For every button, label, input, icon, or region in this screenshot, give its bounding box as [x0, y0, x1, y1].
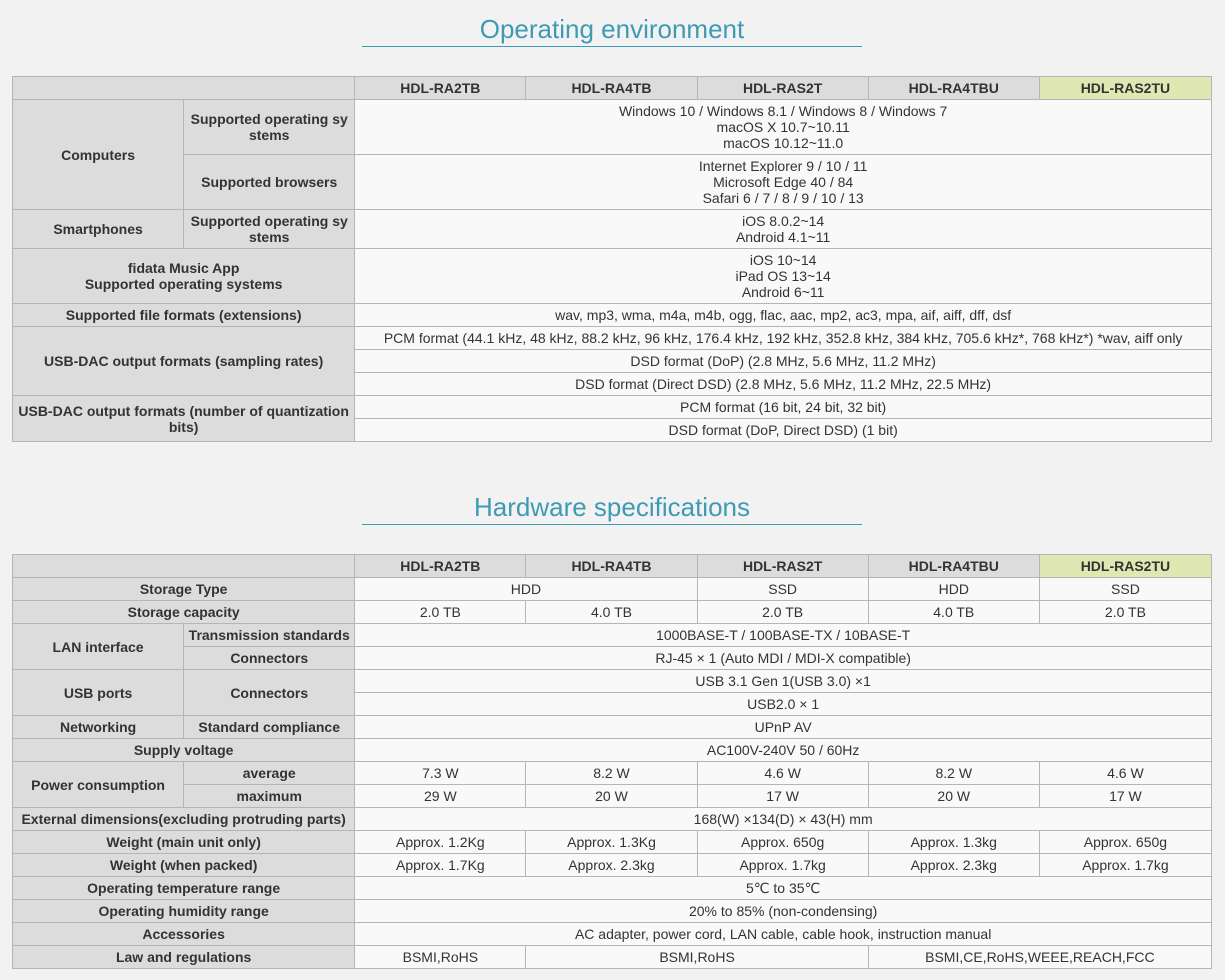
label-line: Supported operating systems — [84, 276, 283, 292]
table-row — [13, 624, 1212, 647]
external-dimensions-value: 168(W) ×134(D) × 43(H) mm — [355, 808, 1212, 831]
table-row — [13, 831, 1212, 854]
supply-voltage-value: AC100V-240V 50 / 60Hz — [355, 739, 1212, 762]
storage-capacity-value: 2.0 TB — [355, 601, 526, 624]
model-header: HDL-RA4TBU — [868, 555, 1039, 578]
weight-packed-value: Approx. 2.3kg — [526, 854, 697, 877]
usb-dac-bits-value: PCM format (16 bit, 24 bit, 32 bit) — [355, 396, 1212, 419]
row-label-law-regulations: Law and regulations — [13, 946, 355, 969]
usb-dac-rate-value: PCM format (44.1 kHz, 48 kHz, 88.2 kHz, 96 kHz, 176.4 kHz, 192 kHz, 352.8 kHz, 384 kHz, 705.6 kHz*, 768 kHz*) *wav, aiff only — [355, 327, 1212, 350]
power-maximum-value: 17 W — [697, 785, 868, 808]
row-label-storage-type: Storage Type — [13, 578, 355, 601]
row-sublabel-transmission-standards: Transmission standards — [184, 624, 355, 647]
storage-type-value: SSD — [697, 578, 868, 601]
value-line: Safari 6 / 7 / 8 / 9 / 10 / 13 — [702, 190, 864, 206]
model-header: HDL-RA4TB — [526, 77, 697, 100]
row-label-weight-packed: Weight (when packed) — [13, 854, 355, 877]
table-row — [13, 578, 1212, 601]
power-maximum-value: 29 W — [355, 785, 526, 808]
power-average-value: 4.6 W — [697, 762, 868, 785]
row-label-music-app — [13, 249, 355, 304]
power-maximum-value: 20 W — [868, 785, 1039, 808]
row-sublabel-browsers: Supported browsers — [184, 155, 355, 210]
table-row — [13, 396, 1212, 419]
law-regulations-value: BSMI,RoHS — [526, 946, 868, 969]
law-regulations-value: BSMI,RoHS — [355, 946, 526, 969]
table-row — [13, 327, 1212, 350]
storage-type-value: SSD — [1039, 578, 1211, 601]
weight-packed-value: Approx. 1.7kg — [697, 854, 868, 877]
operating-environment-table — [12, 76, 1212, 442]
power-maximum-value: 17 W — [1039, 785, 1211, 808]
row-label-weight-main: Weight (main unit only) — [13, 831, 355, 854]
table-row — [13, 601, 1212, 624]
storage-capacity-value: 4.0 TB — [526, 601, 697, 624]
power-maximum-value: 20 W — [526, 785, 697, 808]
storage-type-value: HDD — [355, 578, 697, 601]
computers-os-value — [355, 100, 1212, 155]
table-row — [13, 304, 1212, 327]
usb-connectors-value: USB2.0 × 1 — [355, 693, 1212, 716]
model-header: HDL-RAS2T — [697, 555, 868, 578]
table-row — [13, 670, 1212, 693]
value-line: Android 6~11 — [741, 284, 825, 300]
row-label-file-formats: Supported file formats (extensions) — [13, 304, 355, 327]
table-row — [13, 900, 1212, 923]
row-label-lan-interface: LAN interface — [13, 624, 184, 670]
weight-main-value: Approx. 650g — [697, 831, 868, 854]
value-line: macOS 10.12~11.0 — [723, 135, 844, 151]
value-line: iOS 10~14 — [749, 252, 817, 268]
header-blank — [13, 555, 355, 578]
table-row — [13, 739, 1212, 762]
row-sublabel-usb-connectors: Connectors — [184, 670, 355, 716]
law-regulations-value: BSMI,CE,RoHS,WEEE,REACH,FCC — [868, 946, 1211, 969]
weight-packed-value: Approx. 2.3kg — [868, 854, 1039, 877]
header-blank — [13, 77, 355, 100]
label-line: fidata Music App — [127, 260, 240, 276]
weight-main-value: Approx. 650g — [1039, 831, 1211, 854]
model-header: HDL-RA4TBU — [868, 77, 1039, 100]
row-sublabel-lan-connectors: Connectors — [184, 647, 355, 670]
row-sublabel-standard-compliance: Standard compliance — [184, 716, 355, 739]
row-label-operating-humidity: Operating humidity range — [13, 900, 355, 923]
row-label-networking: Networking — [13, 716, 184, 739]
weight-main-value: Approx. 1.2Kg — [355, 831, 526, 854]
value-line: Android 4.1~11 — [735, 229, 831, 245]
operating-temperature-value: 5℃ to 35℃ — [355, 877, 1212, 900]
usb-dac-rate-value: DSD format (DoP) (2.8 MHz, 5.6 MHz, 11.2 MHz) — [355, 350, 1212, 373]
table-row — [13, 210, 1212, 249]
row-label-usb-ports: USB ports — [13, 670, 184, 716]
row-label-operating-temperature: Operating temperature range — [13, 877, 355, 900]
hardware-specifications-table — [12, 554, 1212, 969]
row-sublabel-smartphones-os: Supported operating sy stems — [184, 210, 355, 249]
table-row — [13, 155, 1212, 210]
value-line: Internet Explorer 9 / 10 / 11 — [698, 158, 868, 174]
model-header-row — [13, 77, 1212, 100]
row-sublabel-computers-os: Supported operating sy stems — [184, 100, 355, 155]
table-row — [13, 762, 1212, 785]
model-header: HDL-RA4TB — [526, 555, 697, 578]
weight-main-value: Approx. 1.3kg — [868, 831, 1039, 854]
usb-dac-rate-value: DSD format (Direct DSD) (2.8 MHz, 5.6 MHz, 11.2 MHz, 22.5 MHz) — [355, 373, 1212, 396]
power-average-value: 7.3 W — [355, 762, 526, 785]
row-label-computers: Computers — [13, 100, 184, 210]
value-line: Microsoft Edge 40 / 84 — [713, 174, 854, 190]
model-header-highlighted: HDL-RAS2TU — [1039, 77, 1211, 100]
lan-connectors-value: RJ-45 × 1 (Auto MDI / MDI-X compatible) — [355, 647, 1212, 670]
model-header: HDL-RAS2T — [697, 77, 868, 100]
usb-dac-bits-value: DSD format (DoP, Direct DSD) (1 bit) — [355, 419, 1212, 442]
row-label-storage-capacity: Storage capacity — [13, 601, 355, 624]
value-line: iPad OS 13~14 — [735, 268, 831, 284]
row-label-usb-dac-bits: USB-DAC output formats (number of quantization bits) — [13, 396, 355, 442]
networking-value: UPnP AV — [355, 716, 1212, 739]
model-header-highlighted: HDL-RAS2TU — [1039, 555, 1211, 578]
browsers-value — [355, 155, 1212, 210]
row-label-usb-dac-rates: USB-DAC output formats (sampling rates) — [13, 327, 355, 396]
model-header: HDL-RA2TB — [355, 555, 526, 578]
row-label-accessories: Accessories — [13, 923, 355, 946]
usb-connectors-value: USB 3.1 Gen 1(USB 3.0) ×1 — [355, 670, 1212, 693]
table-row — [13, 854, 1212, 877]
model-header-row — [13, 555, 1212, 578]
row-sublabel-power-maximum: maximum — [184, 785, 355, 808]
table-row — [13, 785, 1212, 808]
section-title-hardware-specifications: Hardware specifications — [362, 492, 862, 525]
value-line: macOS X 10.7~10.11 — [716, 119, 850, 135]
weight-packed-value: Approx. 1.7Kg — [355, 854, 526, 877]
row-label-power-consumption: Power consumption — [13, 762, 184, 808]
table-row — [13, 946, 1212, 969]
table-row — [13, 249, 1212, 304]
file-formats-value: wav, mp3, wma, m4a, m4b, ogg, flac, aac, mp2, ac3, mpa, aif, aiff, dff, dsf — [355, 304, 1212, 327]
model-header: HDL-RA2TB — [355, 77, 526, 100]
table-row — [13, 923, 1212, 946]
weight-packed-value: Approx. 1.7kg — [1039, 854, 1211, 877]
power-average-value: 8.2 W — [526, 762, 697, 785]
value-line: Windows 10 / Windows 8.1 / Windows 8 / Windows 7 — [618, 103, 948, 119]
lan-standards-value: 1000BASE-T / 100BASE-TX / 10BASE-T — [355, 624, 1212, 647]
row-label-supply-voltage: Supply voltage — [13, 739, 355, 762]
storage-type-value: HDD — [868, 578, 1039, 601]
row-sublabel-power-average: average — [184, 762, 355, 785]
accessories-value: AC adapter, power cord, LAN cable, cable hook, instruction manual — [355, 923, 1212, 946]
storage-capacity-value: 2.0 TB — [697, 601, 868, 624]
table-row — [13, 877, 1212, 900]
row-label-external-dimensions: External dimensions(excluding protruding parts) — [13, 808, 355, 831]
power-average-value: 4.6 W — [1039, 762, 1211, 785]
music-app-value — [355, 249, 1212, 304]
table-row — [13, 100, 1212, 155]
smartphones-os-value — [355, 210, 1212, 249]
storage-capacity-value: 2.0 TB — [1039, 601, 1211, 624]
section-title-operating-environment: Operating environment — [362, 14, 862, 47]
value-line: iOS 8.0.2~14 — [742, 213, 825, 229]
table-row — [13, 647, 1212, 670]
table-row — [13, 716, 1212, 739]
row-label-smartphones: Smartphones — [13, 210, 184, 249]
power-average-value: 8.2 W — [868, 762, 1039, 785]
operating-humidity-value: 20% to 85% (non-condensing) — [355, 900, 1212, 923]
weight-main-value: Approx. 1.3Kg — [526, 831, 697, 854]
storage-capacity-value: 4.0 TB — [868, 601, 1039, 624]
table-row — [13, 808, 1212, 831]
